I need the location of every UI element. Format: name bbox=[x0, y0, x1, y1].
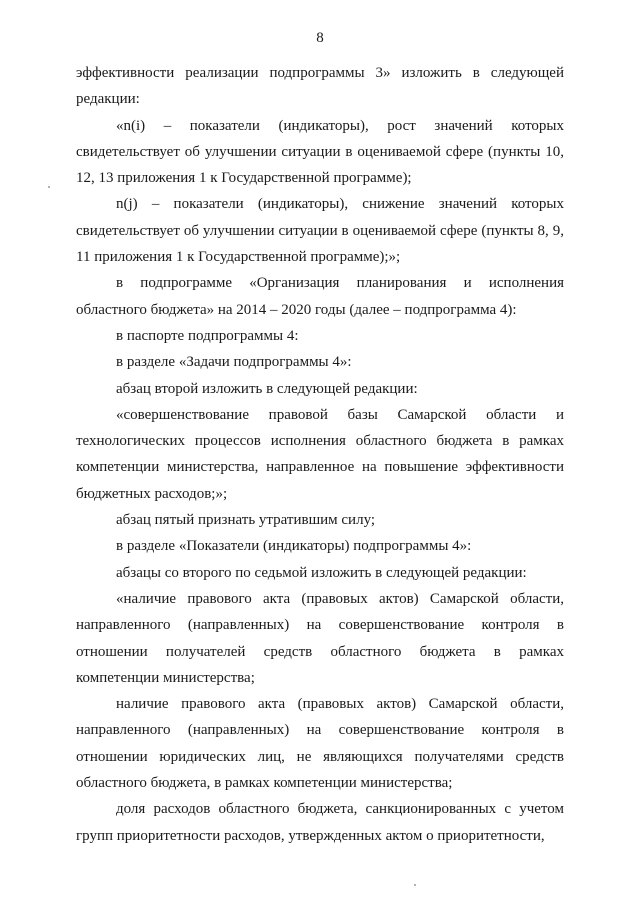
paragraph-continuation: эффективности реализации подпрограммы 3» изложить в следующей редакции: bbox=[76, 65, 564, 108]
paragraph-indicators-section: в разделе «Показатели (индикаторы) подпрограммы 4»: bbox=[116, 538, 472, 555]
paragraph-formula-ni: «n(i) – показатели (индикаторы), рост значений которых свидетельствует об улучшении ситуации в оцениваемой сфере (пункты 10, 12, 13 приложения 1 к Государственной программе); bbox=[76, 117, 564, 187]
paragraph-legal-act-recipients: «наличие правового акта (правовых актов) Самарской области, направленного (направленных) на совершенствование контроля в отношении получателей средств областного бюджета в рамках компетенции министерства; bbox=[76, 590, 564, 686]
paragraph-tasks-section: в разделе «Задачи подпрограммы 4»: bbox=[116, 354, 352, 371]
paragraph-subprogram-4: в подпрограмме «Организация планирования и исполнения областного бюджета» на 2014 – 2020 годы (далее – подпрограмма 4): bbox=[76, 275, 564, 318]
paragraph-abzacs-2-7: абзацы со второго по седьмой изложить в следующей редакции: bbox=[116, 564, 527, 581]
paragraph-second-abzac: абзац второй изложить в следующей редакции: bbox=[116, 380, 418, 397]
paragraph-legal-act-entities: наличие правового акта (правовых актов) Самарской области, направленного (направленных) на совершенствование контроля в отношении юридических лиц, не являющихся получателями средств областного бюджета, в рамках компетенции министерства; bbox=[76, 696, 564, 792]
document-body bbox=[76, 60, 564, 849]
paragraph-passport: в паспорте подпрограммы 4: bbox=[116, 327, 299, 344]
paragraph-formula-nj: n(j) – показатели (индикаторы), снижение значений которых свидетельствует об улучшении ситуации в оцениваемой сфере (пункты 8, 9, 11 приложения 1 к Государственной программе);»; bbox=[76, 196, 564, 266]
paragraph-legal-base: «совершенствование правовой базы Самарской области и технологических процессов исполнения областного бюджета в рамках компетенции министерства, направленное на повышение эффективности бюджетных расходов;»; bbox=[76, 406, 564, 502]
scan-speck bbox=[48, 186, 50, 188]
paragraph-expense-share: доля расходов областного бюджета, санкционированных с учетом групп приоритетности расходов, утвержденных актом о приоритетности, bbox=[76, 801, 564, 844]
page-number: 8 bbox=[316, 30, 324, 46]
paragraph-fifth-abzac: абзац пятый признать утратившим силу; bbox=[116, 512, 376, 529]
scan-speck bbox=[414, 884, 416, 886]
